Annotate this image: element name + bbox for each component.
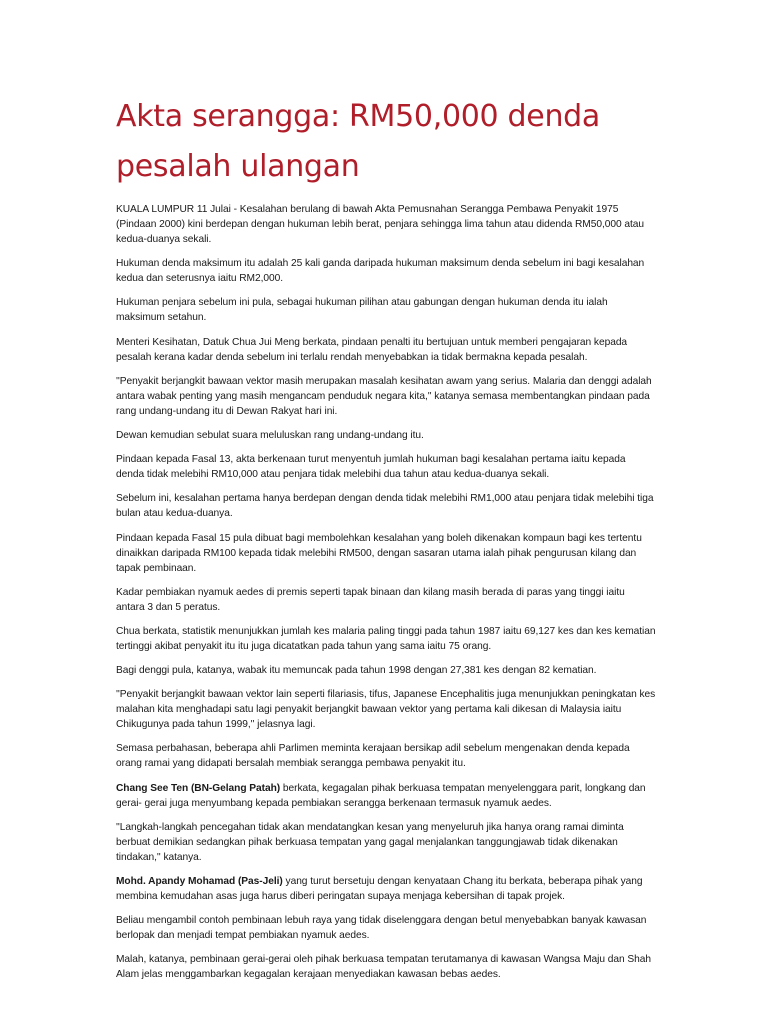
article-paragraph: Menteri Kesihatan, Datuk Chua Jui Meng berkata, pindaan penalti itu bertujuan untuk memberi pengajaran kepada pesalah kerana kadar denda sebelum ini terlalu rendah menyebabkan ia tidak bermakna kepada pesalah. [116, 336, 628, 363]
article-paragraph: Malah, katanya, pembinaan gerai-gerai oleh pihak berkuasa tempatan terutamanya di kawasan Wangsa Maju dan Shah Alam jelas menggambarkan kegagalan kerajaan menyediakan kawasan bebas aedes. [116, 954, 651, 981]
speaker-text: berkata, kegagalan pihak berkuasa tempatan menyelenggara parit, longkang dan gerai- gerai juga menyumbang kepada pembiakan serangga berkenaan termasuk nyamuk aedes. [116, 782, 646, 809]
speaker-name: Chang See Ten (BN-Gelang Patah) [116, 782, 281, 794]
article-paragraph: KUALA LUMPUR 11 Julai - Kesalahan berulang di bawah Akta Pemusnahan Serangga Pembawa Penyakit 1975 (Pindaan 2000) kini berdepan dengan hukuman lebih berat, penjara sehingga lima tahun atau didenda RM50,000 atau kedua-duanya sekali. [116, 204, 644, 245]
article-paragraph: Chua berkata, statistik menunjukkan jumlah kes malaria paling tinggi pada tahun 1987 iaitu 69,127 kes dan kes kematian tertinggi akibat penyakit itu itu juga dicatatkan pada tahun yang sama iaitu 75 orang. [116, 625, 656, 652]
speaker-name: Mohd. Apandy Mohamad (Pas-Jeli) [116, 876, 283, 887]
article-paragraph: ''Penyakit berjangkit bawaan vektor lain seperti filariasis, tifus, Japanese Encephalitis juga menunjukkan peningkatan kes malahan kita menghadapi satu lagi penyakit berjangkit bawaan vektor yang pertama kali dikesan di Malaysia iaitu Chikugunya pada tahun 1999,'' jelasnya lagi. [116, 689, 656, 731]
article-paragraph: Hukuman penjara sebelum ini pula, sebagai hukuman pilihan atau gabungan dengan hukuman denda itu ialah maksimum setahun. [116, 297, 608, 324]
article-paragraph: Kadar pembiakan nyamuk aedes di premis seperti tapak binaan dan kilang masih berada di paras yang tinggi iaitu antara 3 dan 5 peratus. [116, 586, 625, 613]
quote-paragraph: ''Langkah-langkah pencegahan tidak akan mendatangkan kesan yang menyeluruh jika hanya orang ramai diminta berbuat demikian sedangkan pihak berkuasa tempatan yang gagal menjalankan tanggungjawab tidak dikenakan tindakan,'' katanya. [116, 821, 624, 863]
article [116, 92, 656, 992]
article-title: Akta serangga: RM50,000 denda pesalah ulangan [116, 99, 600, 184]
article-paragraph: Sebelum ini, kesalahan pertama hanya berdepan dengan denda tidak melebihi RM1,000 atau penjara tidak melebihi tiga bulan atau kedua-duanya. [116, 493, 654, 520]
article-paragraph: ''Penyakit berjangkit bawaan vektor masih merupakan masalah kesihatan awam yang serius. Malaria dan denggi adalah antara wabak penting yang masih mengancam penduduk negara kita,'' katanya semasa membentangkan pindaan pada rang undang-undang itu di Dewan Rakyat hari ini. [116, 375, 652, 417]
article-paragraph: Semasa perbahasan, beberapa ahli Parlimen meminta kerajaan bersikap adil sebelum mengenakan denda kepada orang ramai yang didapati bersalah membiak serangga pembawa penyakit itu. [116, 743, 630, 770]
speaker-text: yang turut bersetuju dengan kenyataan Chang itu berkata, beberapa pihak yang membina kemudahan asas juga harus diberi peringatan supaya menjaga kebersihan di tapak projek. [116, 876, 643, 902]
article-paragraph: Pindaan kepada Fasal 13, akta berkenaan turut menyentuh jumlah hukuman bagi kesalahan pertama iaitu kepada denda tidak melebihi RM10,000 atau penjara tidak melebihi dua tahun atau kedua-duanya sekali. [116, 454, 626, 481]
article-paragraph: Bagi denggi pula, katanya, wabak itu memuncak pada tahun 1998 dengan 27,381 kes dengan 82 kematian. [116, 665, 597, 677]
article-paragraph: Beliau mengambil contoh pembinaan lebuh raya yang tidak diselenggara dengan betul menyebabkan banyak kawasan berlopak dan menjadi tempat pembiakan nyamuk aedes. [116, 915, 647, 942]
article-paragraph: Pindaan kepada Fasal 15 pula dibuat bagi membolehkan kesalahan yang boleh dikenakan kompaun bagi kes tertentu dinaikkan daripada RM100 kepada tidak melebihi RM500, dengan sasaran utama ialah pihak pengurusan kilang dan tapak pembinaan. [116, 532, 642, 574]
article-paragraph: Dewan kemudian sebulat suara meluluskan rang undang-undang itu. [116, 429, 424, 441]
speaker-paragraph [116, 781, 656, 811]
speaker-paragraph [116, 874, 656, 904]
article-paragraph: Hukuman denda maksimum itu adalah 25 kali ganda daripada hukuman maksimum denda sebelum ini bagi kesalahan kedua dan seterusnya iaitu RM2,000. [116, 258, 645, 285]
